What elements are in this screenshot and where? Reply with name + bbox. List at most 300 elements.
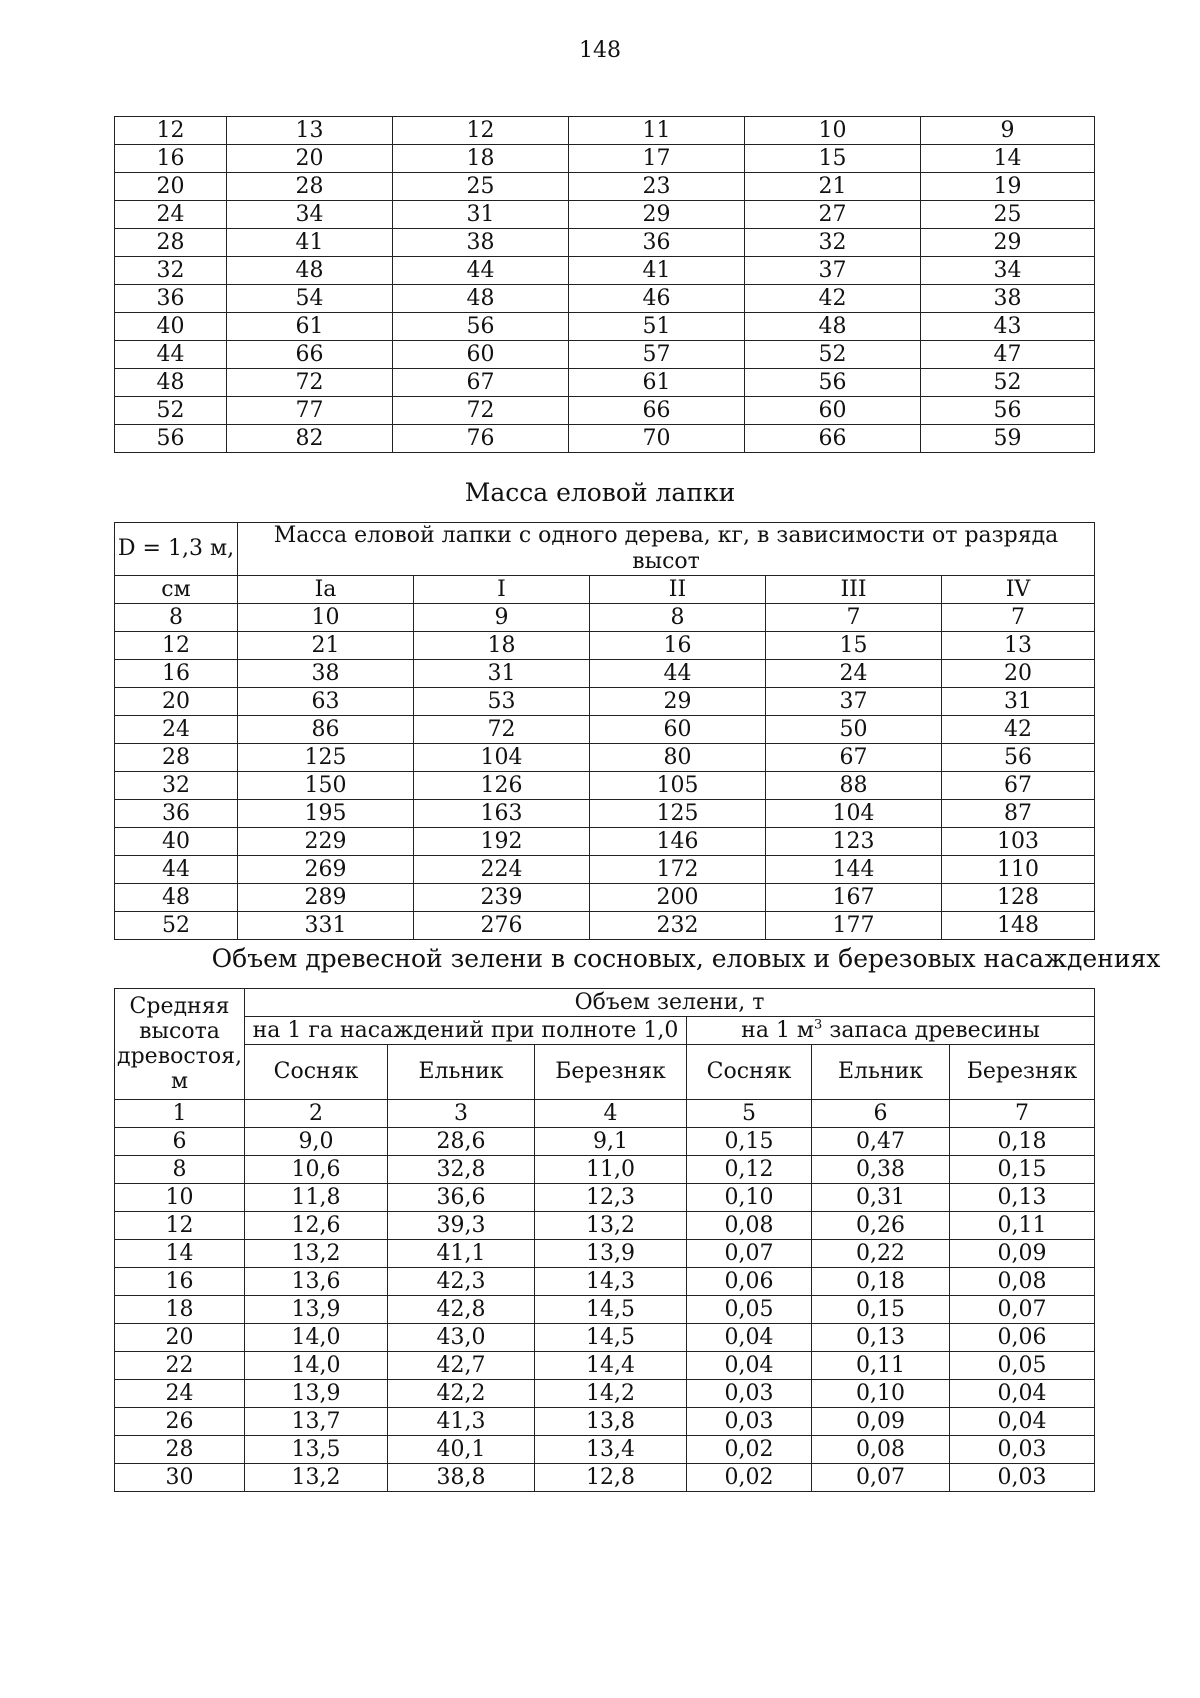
table-cell: 63 <box>238 688 414 716</box>
spruce-branch-mass-body <box>115 604 1095 940</box>
table-cell: 269 <box>238 856 414 884</box>
table-cell: 0,05 <box>687 1296 812 1324</box>
table-cell: 38,8 <box>388 1464 535 1492</box>
table-cell: 12,3 <box>535 1184 687 1212</box>
table-cell: 17 <box>569 145 745 173</box>
table-row <box>115 744 1095 772</box>
column-number: 4 <box>535 1100 687 1128</box>
table-cell: 48 <box>393 285 569 313</box>
column-number: 5 <box>687 1100 812 1128</box>
table-cell: 38 <box>393 229 569 257</box>
group-header: Масса еловой лапки с одного дерева, кг, в зависимости от разряда высот <box>238 523 1095 576</box>
table-row <box>115 1128 1095 1156</box>
table-cell: 8 <box>115 604 238 632</box>
table-cell: 22 <box>115 1352 245 1380</box>
table-cell: 10 <box>115 1184 245 1212</box>
table-cell: 12 <box>393 117 569 145</box>
table-cell: 44 <box>393 257 569 285</box>
table-row <box>115 425 1095 453</box>
table-cell: 8 <box>590 604 766 632</box>
table-row <box>115 1268 1095 1296</box>
table-cell: 0,04 <box>950 1380 1095 1408</box>
table-cell: 67 <box>766 744 942 772</box>
table-cell: 0,08 <box>687 1212 812 1240</box>
table-cell: 12 <box>115 1212 245 1240</box>
table-cell: 25 <box>921 201 1095 229</box>
table-cell: 59 <box>921 425 1095 453</box>
table-cell: 123 <box>766 828 942 856</box>
table-cell: 200 <box>590 884 766 912</box>
column-header: IV <box>942 576 1095 604</box>
table-cell: 25 <box>393 173 569 201</box>
table-cell: 46 <box>569 285 745 313</box>
table-cell: 16 <box>590 632 766 660</box>
table-cell: 42,8 <box>388 1296 535 1324</box>
tree-greenery-volume-body <box>115 1128 1095 1492</box>
table-cell: 0,07 <box>687 1240 812 1268</box>
subgroup-header-per-cubic-meter <box>687 1017 1095 1045</box>
table-cell: 10 <box>238 604 414 632</box>
table-cell: 41 <box>227 229 393 257</box>
continued-table <box>114 116 1095 453</box>
table-cell: 42 <box>745 285 921 313</box>
table-cell: 0,04 <box>950 1408 1095 1436</box>
table-cell: 24 <box>115 1380 245 1408</box>
group-header: Объем зелени, т <box>245 989 1095 1017</box>
table-cell: 67 <box>942 772 1095 800</box>
table-cell: 126 <box>414 772 590 800</box>
table-cell: 53 <box>414 688 590 716</box>
table-cell: 13,2 <box>535 1212 687 1240</box>
table-cell: 103 <box>942 828 1095 856</box>
table-cell: 0,04 <box>687 1352 812 1380</box>
table-cell: 229 <box>238 828 414 856</box>
table-cell: 125 <box>590 800 766 828</box>
table-cell: 42 <box>942 716 1095 744</box>
column-header: Ельник <box>812 1045 950 1100</box>
table-row <box>115 660 1095 688</box>
table-cell: 195 <box>238 800 414 828</box>
table-cell: 0,11 <box>812 1352 950 1380</box>
table-cell: 9,0 <box>245 1128 388 1156</box>
table-row <box>115 1352 1095 1380</box>
table-cell: 21 <box>745 173 921 201</box>
table-cell: 224 <box>414 856 590 884</box>
table-cell: 14,5 <box>535 1296 687 1324</box>
table-cell: 16 <box>115 145 227 173</box>
table-cell: 0,47 <box>812 1128 950 1156</box>
table-cell: 23 <box>569 173 745 201</box>
table-cell: 163 <box>414 800 590 828</box>
table-cell: 20 <box>115 1324 245 1352</box>
table3-caption: Объем древесной зелени в сосновых, еловых и березовых насаждениях <box>211 944 1161 973</box>
table-row <box>115 229 1095 257</box>
table-cell: 52 <box>115 397 227 425</box>
table-cell: 76 <box>393 425 569 453</box>
column-number: 2 <box>245 1100 388 1128</box>
table-cell: 104 <box>414 744 590 772</box>
column-header: Сосняк <box>687 1045 812 1100</box>
table-cell: 41,3 <box>388 1408 535 1436</box>
table-cell: 60 <box>745 397 921 425</box>
table-cell: 9 <box>414 604 590 632</box>
table-cell: 0,12 <box>687 1156 812 1184</box>
table-cell: 36 <box>569 229 745 257</box>
table-cell: 32 <box>745 229 921 257</box>
table-cell: 67 <box>393 369 569 397</box>
table-cell: 72 <box>393 397 569 425</box>
table-cell: 10 <box>745 117 921 145</box>
table-row <box>115 1184 1095 1212</box>
table-cell: 14,4 <box>535 1352 687 1380</box>
table-cell: 48 <box>115 884 238 912</box>
table2-caption: Масса еловой лапки <box>464 478 736 507</box>
table-cell: 32 <box>115 772 238 800</box>
table-row <box>115 1324 1095 1352</box>
table-cell: 13,4 <box>535 1436 687 1464</box>
table-cell: 232 <box>590 912 766 940</box>
table-cell: 38 <box>238 660 414 688</box>
table-cell: 60 <box>393 341 569 369</box>
page-number: 148 <box>579 38 621 63</box>
table-cell: 40 <box>115 313 227 341</box>
table-cell: 50 <box>766 716 942 744</box>
table-cell: 10,6 <box>245 1156 388 1184</box>
table-cell: 43 <box>921 313 1095 341</box>
column-number: 7 <box>950 1100 1095 1128</box>
column-header: Сосняк <box>245 1045 388 1100</box>
table-cell: 21 <box>238 632 414 660</box>
table-cell: 13,2 <box>245 1240 388 1268</box>
table-cell: 26 <box>115 1408 245 1436</box>
subgroup-header-per-hectare: на 1 га насаждений при полноте 1,0 <box>245 1017 687 1045</box>
table-cell: 110 <box>942 856 1095 884</box>
table-cell: 0,10 <box>812 1380 950 1408</box>
table-cell: 61 <box>227 313 393 341</box>
table-cell: 47 <box>921 341 1095 369</box>
table-cell: 128 <box>942 884 1095 912</box>
table-cell: 40 <box>115 828 238 856</box>
table-cell: 0,09 <box>812 1408 950 1436</box>
table-cell: 31 <box>414 660 590 688</box>
table-cell: 86 <box>238 716 414 744</box>
table-cell: 289 <box>238 884 414 912</box>
table-cell: 32 <box>115 257 227 285</box>
table-cell: 20 <box>115 173 227 201</box>
table-cell: 0,03 <box>950 1436 1095 1464</box>
table-cell: 20 <box>115 688 238 716</box>
table-cell: 9,1 <box>535 1128 687 1156</box>
table-row <box>115 397 1095 425</box>
table-row <box>115 716 1095 744</box>
table-cell: 28 <box>227 173 393 201</box>
table-row <box>115 604 1095 632</box>
table-row <box>115 1380 1095 1408</box>
table-cell: 0,08 <box>812 1436 950 1464</box>
table-cell: 61 <box>569 369 745 397</box>
table-cell: 13,9 <box>245 1380 388 1408</box>
table-row <box>115 828 1095 856</box>
table-cell: 56 <box>393 313 569 341</box>
table-row <box>115 772 1095 800</box>
table-cell: 30 <box>115 1464 245 1492</box>
table-cell: 12 <box>115 632 238 660</box>
table-cell: 13,6 <box>245 1268 388 1296</box>
table-cell: 44 <box>115 341 227 369</box>
table-cell: 82 <box>227 425 393 453</box>
table-cell: 144 <box>766 856 942 884</box>
table-cell: 29 <box>569 201 745 229</box>
table-cell: 28,6 <box>388 1128 535 1156</box>
table-cell: 66 <box>227 341 393 369</box>
table-row <box>115 688 1095 716</box>
stub-header-line: древостоя, <box>117 1044 242 1069</box>
table-cell: 167 <box>766 884 942 912</box>
table-row <box>115 1436 1095 1464</box>
table-cell: 11 <box>569 117 745 145</box>
table-cell: 177 <box>766 912 942 940</box>
table-row <box>115 285 1095 313</box>
table-cell: 331 <box>238 912 414 940</box>
table-cell: 32,8 <box>388 1156 535 1184</box>
column-header: Ельник <box>388 1045 535 1100</box>
table-cell: 44 <box>590 660 766 688</box>
tree-greenery-volume-table <box>114 988 1095 1492</box>
table-cell: 150 <box>238 772 414 800</box>
table-cell: 192 <box>414 828 590 856</box>
table-cell: 31 <box>942 688 1095 716</box>
table-cell: 41 <box>569 257 745 285</box>
table-cell: 54 <box>227 285 393 313</box>
table-cell: 18 <box>414 632 590 660</box>
table-cell: 0,03 <box>687 1408 812 1436</box>
table-cell: 39,3 <box>388 1212 535 1240</box>
table-cell: 52 <box>745 341 921 369</box>
stub-header-bottom: см <box>115 576 238 604</box>
table-cell: 239 <box>414 884 590 912</box>
table-cell: 38 <box>921 285 1095 313</box>
stub-header-top: D = 1,3 м, <box>115 523 238 576</box>
table-row <box>115 145 1095 173</box>
table-cell: 57 <box>569 341 745 369</box>
table-cell: 0,15 <box>812 1296 950 1324</box>
table-cell: 0,38 <box>812 1156 950 1184</box>
table-cell: 0,22 <box>812 1240 950 1268</box>
table-cell: 42,3 <box>388 1268 535 1296</box>
table-cell: 18 <box>115 1296 245 1324</box>
table-cell: 0,15 <box>687 1128 812 1156</box>
table-cell: 0,31 <box>812 1184 950 1212</box>
table-cell: 29 <box>921 229 1095 257</box>
table-cell: 20 <box>227 145 393 173</box>
table-cell: 0,06 <box>950 1324 1095 1352</box>
table-cell: 80 <box>590 744 766 772</box>
table-cell: 14 <box>115 1240 245 1268</box>
table-cell: 11,0 <box>535 1156 687 1184</box>
table-cell: 276 <box>414 912 590 940</box>
table-cell: 15 <box>766 632 942 660</box>
table-cell: 105 <box>590 772 766 800</box>
table-cell: 37 <box>745 257 921 285</box>
stub-header-line: Средняя <box>129 994 230 1019</box>
table-cell: 0,10 <box>687 1184 812 1212</box>
table-row <box>115 1212 1095 1240</box>
table-cell: 172 <box>590 856 766 884</box>
table-cell: 13,2 <box>245 1464 388 1492</box>
table-row <box>115 1464 1095 1492</box>
column-number: 6 <box>812 1100 950 1128</box>
table-cell: 34 <box>921 257 1095 285</box>
table-cell: 14,3 <box>535 1268 687 1296</box>
subgroup-suffix: запаса древесины <box>822 1017 1040 1043</box>
table-cell: 48 <box>227 257 393 285</box>
table-cell: 14,2 <box>535 1380 687 1408</box>
table-cell: 14,0 <box>245 1352 388 1380</box>
table-cell: 16 <box>115 660 238 688</box>
table-cell: 70 <box>569 425 745 453</box>
table-row <box>115 173 1095 201</box>
table-cell: 12,6 <box>245 1212 388 1240</box>
column-number: 3 <box>388 1100 535 1128</box>
table-cell: 0,04 <box>687 1324 812 1352</box>
table-row <box>115 313 1095 341</box>
table-cell: 0,07 <box>812 1464 950 1492</box>
table-cell: 56 <box>942 744 1095 772</box>
table-cell: 14,0 <box>245 1324 388 1352</box>
table-cell: 48 <box>745 313 921 341</box>
table-cell: 72 <box>227 369 393 397</box>
table-cell: 0,26 <box>812 1212 950 1240</box>
table-cell: 13 <box>942 632 1095 660</box>
table-cell: 0,05 <box>950 1352 1095 1380</box>
table-row <box>115 369 1095 397</box>
table-cell: 13,8 <box>535 1408 687 1436</box>
table-cell: 13,9 <box>535 1240 687 1268</box>
table-cell: 52 <box>115 912 238 940</box>
table-row <box>115 257 1095 285</box>
table-row <box>115 201 1095 229</box>
stub-header-line: высота <box>139 1019 220 1044</box>
table-cell: 29 <box>590 688 766 716</box>
table-cell: 77 <box>227 397 393 425</box>
table-cell: 40,1 <box>388 1436 535 1464</box>
table-row <box>115 884 1095 912</box>
column-header: III <box>766 576 942 604</box>
table-cell: 0,07 <box>950 1296 1095 1324</box>
table-cell: 0,08 <box>950 1268 1095 1296</box>
table-cell: 56 <box>921 397 1095 425</box>
spruce-branch-mass-table <box>114 522 1095 940</box>
table-row <box>115 800 1095 828</box>
table-cell: 0,18 <box>950 1128 1095 1156</box>
table-cell: 12,8 <box>535 1464 687 1492</box>
table-cell: 42,7 <box>388 1352 535 1380</box>
table-cell: 125 <box>238 744 414 772</box>
table-cell: 56 <box>745 369 921 397</box>
table-cell: 42,2 <box>388 1380 535 1408</box>
table-cell: 0,13 <box>812 1324 950 1352</box>
table-cell: 27 <box>745 201 921 229</box>
table-cell: 24 <box>115 201 227 229</box>
table-cell: 52 <box>921 369 1095 397</box>
table-cell: 0,15 <box>950 1156 1095 1184</box>
table-cell: 66 <box>569 397 745 425</box>
table-cell: 7 <box>942 604 1095 632</box>
table-cell: 28 <box>115 1436 245 1464</box>
table-cell: 28 <box>115 229 227 257</box>
table-cell: 0,06 <box>687 1268 812 1296</box>
table-row <box>115 1240 1095 1268</box>
table-row <box>115 117 1095 145</box>
table-cell: 13,7 <box>245 1408 388 1436</box>
table-cell: 66 <box>745 425 921 453</box>
table-cell: 88 <box>766 772 942 800</box>
column-header: I <box>414 576 590 604</box>
column-header: II <box>590 576 766 604</box>
table-cell: 28 <box>115 744 238 772</box>
table-cell: 18 <box>393 145 569 173</box>
table-cell: 72 <box>414 716 590 744</box>
table-cell: 41,1 <box>388 1240 535 1268</box>
stub-header-line: м <box>170 1069 189 1094</box>
table-row <box>115 912 1095 940</box>
table-cell: 8 <box>115 1156 245 1184</box>
table-row <box>115 341 1095 369</box>
table-cell: 104 <box>766 800 942 828</box>
table-cell: 13,9 <box>245 1296 388 1324</box>
table-cell: 9 <box>921 117 1095 145</box>
table-cell: 14 <box>921 145 1095 173</box>
column-header: Березняк <box>535 1045 687 1100</box>
table-cell: 19 <box>921 173 1095 201</box>
table-cell: 0,03 <box>687 1380 812 1408</box>
table-cell: 13 <box>227 117 393 145</box>
table-row <box>115 1296 1095 1324</box>
table-cell: 148 <box>942 912 1095 940</box>
table-cell: 51 <box>569 313 745 341</box>
column-number: 1 <box>115 1100 245 1128</box>
table-cell: 16 <box>115 1268 245 1296</box>
table-cell: 0,02 <box>687 1464 812 1492</box>
table-cell: 0,09 <box>950 1240 1095 1268</box>
subgroup-prefix: на 1 м <box>741 1017 815 1043</box>
table-row <box>115 856 1095 884</box>
table-cell: 15 <box>745 145 921 173</box>
table-cell: 56 <box>115 425 227 453</box>
table-cell: 31 <box>393 201 569 229</box>
table-cell: 48 <box>115 369 227 397</box>
table-cell: 36,6 <box>388 1184 535 1212</box>
superscript: 3 <box>814 1017 823 1033</box>
table-cell: 37 <box>766 688 942 716</box>
table-cell: 36 <box>115 285 227 313</box>
table-cell: 20 <box>942 660 1095 688</box>
table-cell: 24 <box>766 660 942 688</box>
table-cell: 14,5 <box>535 1324 687 1352</box>
column-header: Березняк <box>950 1045 1095 1100</box>
table-cell: 0,03 <box>950 1464 1095 1492</box>
table-cell: 0,11 <box>950 1212 1095 1240</box>
table-cell: 87 <box>942 800 1095 828</box>
table-cell: 36 <box>115 800 238 828</box>
table-cell: 34 <box>227 201 393 229</box>
continued-table-body <box>115 117 1095 453</box>
table-cell: 6 <box>115 1128 245 1156</box>
table-cell: 43,0 <box>388 1324 535 1352</box>
table-cell: 44 <box>115 856 238 884</box>
table-cell: 11,8 <box>245 1184 388 1212</box>
table-cell: 0,13 <box>950 1184 1095 1212</box>
